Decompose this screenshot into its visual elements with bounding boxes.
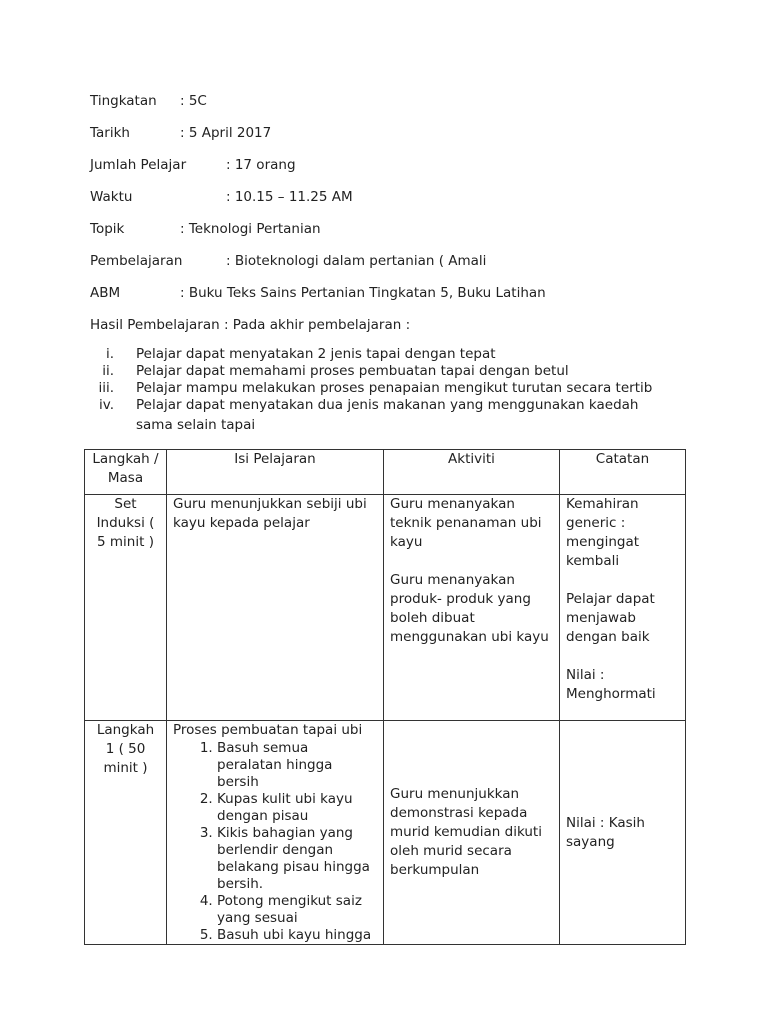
objective-number: ii. [102, 363, 114, 379]
row1-catatan-3: Nilai : Menghormati [566, 667, 656, 702]
row1-catatan-2: Pelajar dapat menjawab dengan baik [566, 591, 655, 645]
objective-item [90, 363, 690, 380]
row2-aktiviti: Guru menunjukkan demonstrasi kepada murid kemudian dikuti oleh murid secara berkumpulan [384, 721, 560, 945]
waktu-value: : 10.15 – 11.25 AM [226, 189, 353, 205]
process-steps-list [173, 740, 377, 944]
row1-langkah: Set Induksi ( 5 minit ) [85, 495, 167, 721]
objective-number: iv. [99, 397, 114, 413]
row1-catatan [560, 495, 686, 721]
abm-label: ABM [90, 285, 121, 301]
list-item: 5. Basuh ubi kayu hingga [217, 927, 377, 944]
topik-label: Topik [90, 221, 125, 237]
tingkatan-label: Tingkatan [90, 93, 157, 109]
header-aktiviti: Aktiviti [384, 450, 560, 495]
jumlah-pelajar-label: Jumlah Pelajar [90, 157, 187, 173]
row2-catatan: Nilai : Kasih sayang [560, 721, 686, 945]
pembelajaran-value: : Bioteknologi dalam pertanian ( Amali [226, 253, 487, 269]
objective-text: Pelajar mampu melakukan proses penapaian mengikut turutan secara tertib [136, 380, 653, 396]
document-page: Tingkatan : 5C Tarikh : 5 April 2017 Jumlah Pelajar : 17 orang Waktu : 10.15 – 11.25 AM Topik : Teknologi Pertanian Pembelajaran : Bioteknologi dalam pertanian ( Amali ABM : Buku Teks Sains Pertanian Tingkatan 5, Buku Latihan Hasil Pembelajaran : Pada akhir pembelajaran : i. Pelajar dapat menyatakan 2 jenis tapai dengan tepat ii. Pelajar dapat memahami proses pembuatan tapai dengan betul iii. Pelajar mampu melakukan proses penapaian mengikut turutan secara tertib iv. Pelajar dapat menyatakan dua jenis makanan yang menggunakan kaedah sama selain tapai Langkah / Masa Isi Pelajaran Aktiviti Catatan Set Induksi ( 5 minit ) Guru menunjukkan sebiji ubi kayu kepada pelajar Guru menanyakan teknik penanaman ubi kayu Guru menanyakan produk- produk yang boleh dibuat menggunakan ubi kayu Kemahiran generic : mengingat kembali Pelajar dapat menjawab dengan baik Nilai : Menghormati Langkah 1 ( 50 minit ) Proses pembuatan tapai ubi 1. Basuh semua peralatan hingga bersih 2. Kupas kulit ubi kayu dengan pisau 3. Kikis bahagian yang berlendir dengan belakang pisau hingga bersih. 4. Potong mengikut saiz yang sesuai 5. Basuh ubi kayu hingga Guru menunjukkan demonstrasi kepada murid kemudian dikuti oleh murid secara berkumpulan Nilai : Kasih sayang [0, 0, 768, 1024]
tarikh-label: Tarikh [90, 125, 130, 141]
objective-text: Pelajar dapat menyatakan 2 jenis tapai dengan tepat [136, 346, 496, 362]
abm-value: : Buku Teks Sains Pertanian Tingkatan 5, Buku Latihan [180, 285, 546, 301]
row2-isi-title: Proses pembuatan tapai ubi [173, 722, 363, 738]
waktu-label: Waktu [90, 189, 133, 205]
header-catatan: Catatan [560, 450, 686, 495]
row1-aktiviti [384, 495, 560, 721]
topik-value: : Teknologi Pertanian [180, 221, 321, 237]
lesson-plan-table [84, 449, 686, 945]
row1-isi: Guru menunjukkan sebiji ubi kayu kepada pelajar [167, 495, 384, 721]
row1-aktiviti-2: Guru menanyakan produk- produk yang boleh dibuat menggunakan ubi kayu [390, 572, 549, 645]
objective-item [90, 346, 690, 363]
objective-text: Pelajar dapat memahami proses pembuatan tapai dengan betul [136, 363, 569, 379]
tarikh-value: : 5 April 2017 [180, 125, 272, 141]
tingkatan-value: : 5C [180, 93, 207, 109]
table-header-row [85, 450, 686, 495]
row1-catatan-1: Kemahiran generic : mengingat kembali [566, 496, 640, 569]
objective-text: Pelajar dapat menyatakan dua jenis makanan yang menggunakan kaedah [136, 397, 639, 413]
jumlah-pelajar-value: : 17 orang [226, 157, 296, 173]
header-isi-pelajaran: Isi Pelajaran [167, 450, 384, 495]
objective-number: iii. [98, 380, 114, 396]
objective-number: i. [105, 346, 114, 362]
objective-item [90, 397, 690, 414]
list-item: 1. Basuh semua peralatan hingga bersih [217, 740, 377, 791]
objective-continuation: sama selain tapai [136, 417, 256, 433]
list-item: 3. Kikis bahagian yang berlendir dengan belakang pisau hingga bersih. [217, 825, 377, 893]
header-langkah: Langkah / Masa [85, 450, 167, 495]
table-row [85, 495, 686, 721]
list-item: 2. Kupas kulit ubi kayu dengan pisau [217, 791, 377, 825]
objective-item [90, 380, 690, 397]
row2-isi [167, 721, 384, 945]
objectives-list [90, 346, 690, 414]
row2-langkah: Langkah 1 ( 50 minit ) [85, 721, 167, 945]
list-item: 4. Potong mengikut saiz yang sesuai [217, 893, 377, 927]
row1-aktiviti-1: Guru menanyakan teknik penanaman ubi kayu [390, 496, 542, 550]
pembelajaran-label: Pembelajaran [90, 253, 183, 269]
table-row [85, 721, 686, 945]
